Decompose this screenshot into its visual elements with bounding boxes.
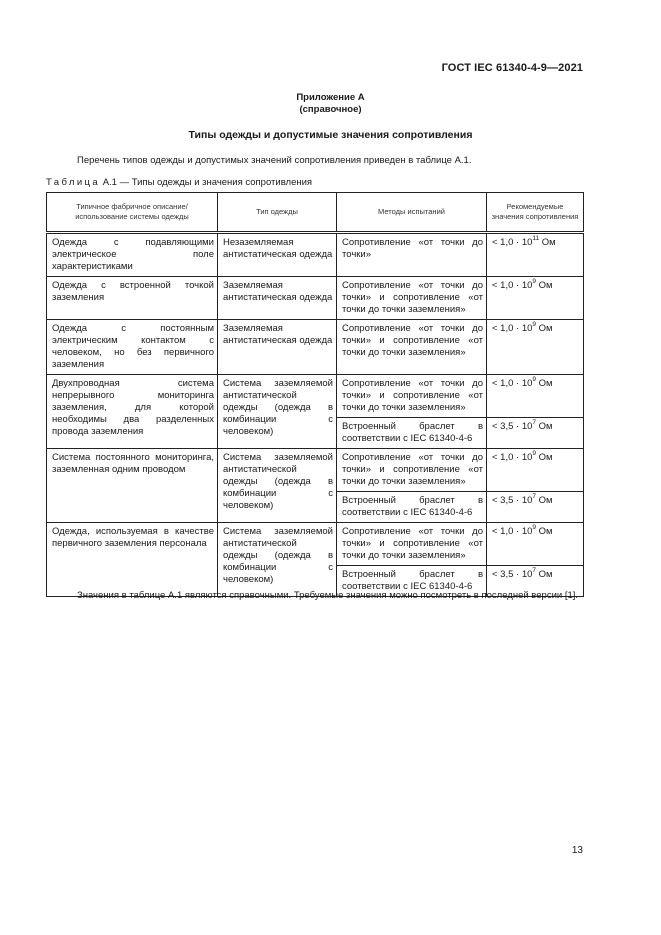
table-row [47, 523, 584, 566]
value-exponent: 7 [532, 418, 537, 426]
cell-resistance-value [487, 418, 584, 449]
value-unit: Ом [536, 452, 553, 463]
annex-title: Приложение А [296, 92, 365, 103]
header-description: Типичное фабричное описание/ использование системы одежды [47, 193, 218, 233]
cell-test-method: Сопротивление «от точки до точки» и сопротивление «от точки до точки заземления» [337, 523, 487, 566]
note-paragraph: Значения в таблице А.1 являются справочными. Требуемые значения можно посмотреть в последней версии [1]. [77, 590, 579, 601]
table-header-row [47, 193, 584, 233]
cell-clothing-type: Система заземляемой антистатической одежды (одежда в комбинации с человеком) [218, 375, 337, 449]
value-unit: Ом [536, 421, 553, 432]
value-mantissa: < 3,5 · 10 [492, 495, 533, 506]
value-exponent: 9 [532, 523, 537, 531]
page-number: 13 [571, 845, 583, 856]
cell-resistance-value [487, 320, 584, 375]
value-unit: Ом [536, 280, 553, 291]
table-row [47, 233, 584, 277]
table-caption-text: А.1 — Типы одежды и значения сопротивления [100, 177, 313, 188]
annex-heading: Типы одежды и допустимые значения сопротивления [188, 129, 473, 141]
cell-description: Одежда, используемая в качестве первичного заземления персонала [47, 523, 218, 597]
table-row [47, 375, 584, 418]
cell-resistance-value [487, 277, 584, 320]
table-caption-label: Таблица [46, 177, 101, 188]
value-exponent: 9 [532, 320, 537, 328]
cell-test-method: Сопротивление «от точки до точки» и сопротивление «от точки до точки заземления» [337, 375, 487, 418]
value-exponent: 9 [532, 277, 537, 285]
table-row [47, 320, 584, 375]
cell-test-method: Сопротивление «от точки до точки» [337, 233, 487, 277]
value-mantissa: < 1,0 · 10 [492, 280, 533, 291]
value-mantissa: < 3,5 · 10 [492, 421, 533, 432]
value-unit: Ом [536, 378, 553, 389]
header-clothing-type: Тип одежды [218, 193, 337, 233]
header-test-methods: Методы испытаний [337, 193, 487, 233]
cell-clothing-type: Незаземляемая антистатическая одежда [218, 233, 337, 277]
cell-description: Система постоянного мониторинга, заземленная одним проводом [47, 449, 218, 523]
cell-test-method: Сопротивление «от точки до точки» и сопротивление «от точки до точки заземления» [337, 320, 487, 375]
value-exponent: 9 [532, 449, 537, 457]
value-mantissa: < 1,0 · 10 [492, 526, 533, 537]
cell-clothing-type: Заземляемая антистатическая одежда [218, 277, 337, 320]
cell-test-method: Встроенный браслет в соответствии с IEC 61340-4-6 [337, 566, 487, 597]
value-unit: Ом [536, 495, 553, 506]
table-caption [46, 177, 312, 188]
cell-test-method: Сопротивление «от точки до точки» и сопротивление «от точки до точки заземления» [337, 277, 487, 320]
cell-description: Одежда с постоянным электрическим контактом с человеком, но без первичного заземления [47, 320, 218, 375]
value-mantissa: < 1,0 · 10 [492, 378, 533, 389]
cell-clothing-type: Заземляемая антистатическая одежда [218, 320, 337, 375]
table-row [47, 449, 584, 492]
value-unit: Ом [536, 569, 553, 580]
value-unit: Ом [539, 237, 556, 248]
cell-test-method: Сопротивление «от точки до точки» и сопротивление «от точки до точки заземления» [337, 449, 487, 492]
cell-clothing-type: Система заземляемой антистатической одежды (одежда в комбинации с человеком) [218, 523, 337, 597]
cell-resistance-value [487, 449, 584, 492]
value-unit: Ом [536, 323, 553, 334]
value-exponent: 9 [532, 375, 537, 383]
value-exponent: 7 [532, 492, 537, 500]
annex-subtitle: (справочное) [299, 104, 362, 115]
value-mantissa: < 3,5 · 10 [492, 569, 533, 580]
cell-clothing-type: Система заземляемой антистатической одежды (одежда в комбинации с человеком) [218, 449, 337, 523]
cell-test-method: Встроенный браслет в соответствии с IEC 61340-4-6 [337, 492, 487, 523]
value-mantissa: < 1,0 · 10 [492, 237, 533, 248]
value-mantissa: < 1,0 · 10 [492, 452, 533, 463]
cell-resistance-value [487, 492, 584, 523]
standard-designation: ГОСТ IEC 61340-4-9—2021 [441, 62, 583, 74]
clothing-resistance-table [46, 192, 584, 597]
value-unit: Ом [536, 526, 553, 537]
value-exponent: 7 [532, 566, 537, 574]
table-row [47, 277, 584, 320]
header-recommended-values: Рекомендуемые значения сопротивления [487, 193, 584, 233]
cell-description: Одежда с подавляющими электрическое поле характеристиками [47, 233, 218, 277]
value-exponent: 11 [532, 234, 540, 242]
cell-test-method: Встроенный браслет в соответствии с IEC 61340-4-6 [337, 418, 487, 449]
cell-description: Одежда с встроенной точкой заземления [47, 277, 218, 320]
value-mantissa: < 1,0 · 10 [492, 323, 533, 334]
annex-title-block [0, 92, 661, 116]
intro-paragraph: Перечень типов одежды и допустимых значений сопротивления приведен в таблице А.1. [77, 155, 472, 166]
table-body [47, 233, 584, 597]
cell-description: Двухпроводная система непрерывного мониторинга заземления, для которой необходимы два разделенных провода заземления [47, 375, 218, 449]
cell-resistance-value [487, 523, 584, 566]
cell-resistance-value [487, 375, 584, 418]
cell-resistance-value [487, 233, 584, 277]
